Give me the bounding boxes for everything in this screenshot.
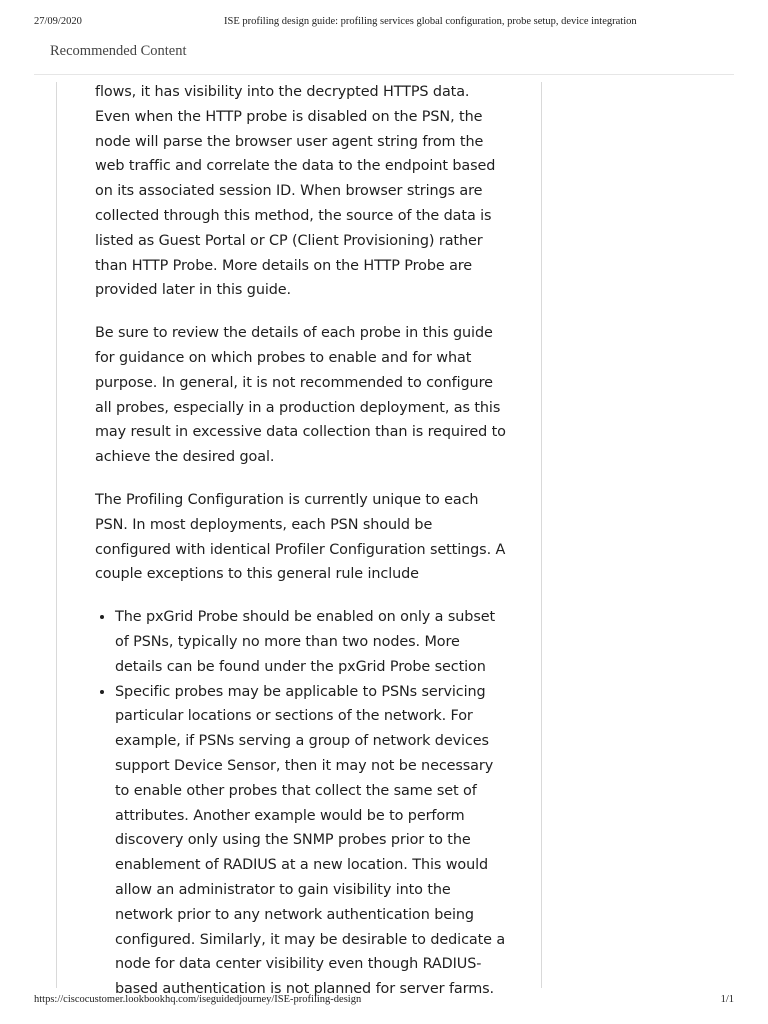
article-frame: [56, 82, 542, 998]
print-url: https://ciscocustomer.lookbookhq.com/iseguidedjourney/ISE-profiling-design: [34, 994, 362, 1005]
article-paragraph: Be sure to review the details of each probe in this guide for guidance on which probes to enable and for what purpose. In general, it is not recommended to configure all probes, especially in a production deployment, as this may result in excessive data collection than is required to achieve the desired goal.: [95, 325, 506, 466]
print-date: 27/09/2020: [34, 16, 82, 27]
article-paragraph: flows, it has visibility into the decrypted HTTPS data. Even when the HTTP probe is disabled on the PSN, the node will parse the browser user agent string from the web traffic and correlate the data to the endpoint based on its associated session ID. When browser strings are collected through this method, the source of the data is listed as Guest Portal or CP (Client Provisioning) rather than HTTP Probe. More details on the HTTP Probe are provided later in this guide.: [95, 84, 496, 299]
bullet-item: • Specific probes may be applicable to PSNs servicing particular locations or sections of the network. For example, if PSNs serving a group of network devices support Device Sensor, then it may not be necessary to enable other probes that collect the same set of attributes. Another example would be to perform discovery only using the SNMP probes prior to the enablement of RADIUS at a new location. This would allow an administrator to gain visibility into the network prior to any network authentication being configured. Similarly, it may be desirable to dedicate a node for data center visibility even though RADIUS-based authentication is not planned for server farms.: [115, 680, 507, 1002]
article-body: [95, 80, 507, 1002]
print-footer: [34, 994, 734, 1008]
article-paragraph: The Profiling Configuration is currently unique to each PSN. In most deployments, each PSN should be configured with identical Profiler Configuration settings. A couple exceptions to this general rule include: [95, 491, 506, 583]
print-title: ISE profiling design guide: profiling services global configuration, probe setup, device integration: [224, 16, 637, 27]
print-page-number: 1/1: [720, 994, 734, 1005]
bullet-item: • The pxGrid Probe should be enabled on only a subset of PSNs, typically no more than two nodes. More details can be found under the pxGrid Probe section: [115, 605, 507, 679]
print-header: [34, 16, 734, 30]
recommended-content-link[interactable]: Recommended Content: [50, 43, 187, 59]
site-header-bar: [34, 40, 734, 75]
article-bullet-list: [95, 605, 507, 1002]
